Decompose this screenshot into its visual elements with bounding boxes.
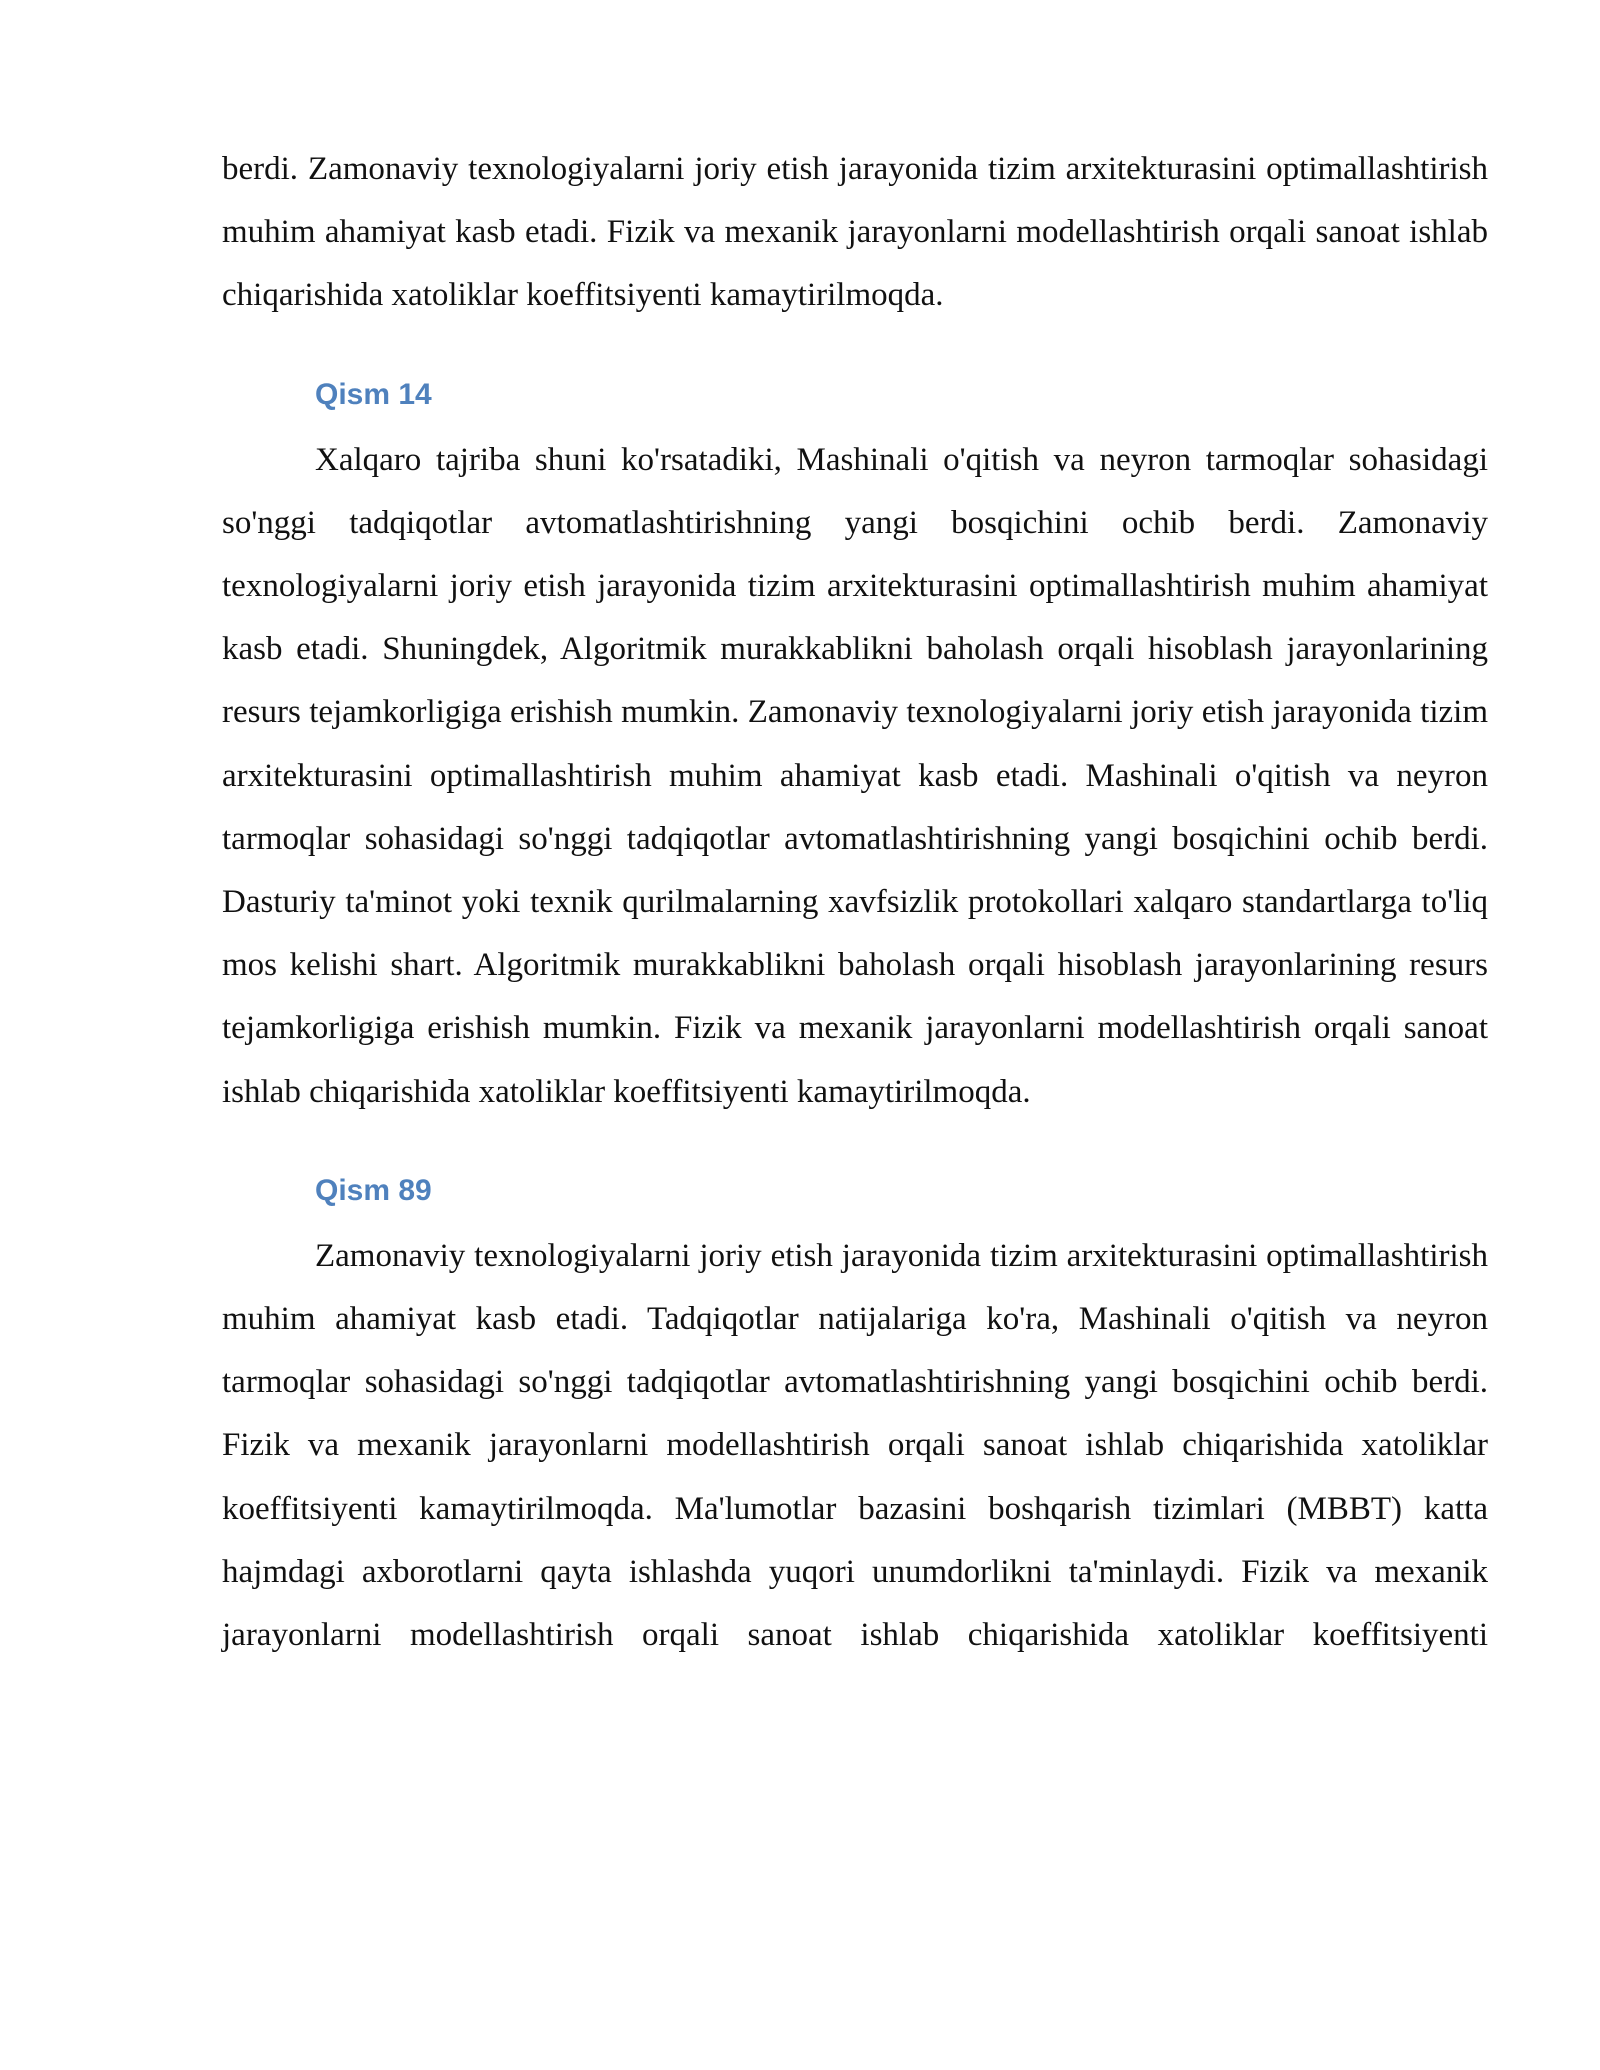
intro-paragraph: berdi. Zamonaviy texnologiyalarni joriy etish jarayonida tizim arxitekturasini optimallashtirish muhim ahamiyat kasb etadi. Fizik va mexanik jarayonlarni modellashtirish orqali sanoat ishlab chiqarishida xatoliklar koeffitsiyenti kamaytirilmoqda. — [222, 151, 1488, 314]
section-heading-qism-14: Qism 14 — [315, 377, 432, 411]
page-content — [222, 138, 1488, 1667]
section-heading-qism-89: Qism 89 — [315, 1173, 432, 1207]
section-body-qism-89: Zamonaviy texnologiyalarni joriy etish jarayonida tizim arxitekturasini optimallashtirish muhim ahamiyat kasb etadi. Tadqiqotlar natijalariga ko'ra, Mashinali o'qitish va neyron tarmoqlar sohasidagi so'nggi tadqiqotlar avtomatlashtirishning yangi bosqichini ochib berdi. Fizik va mexanik jarayonlarni modellashtirish orqali sanoat ishlab chiqarishida xatoliklar koeffitsiyenti kamaytirilmoqda. Ma'lumotlar bazasini boshqarish tizimlari (MBBT) katta hajmdagi axborotlarni qayta ishlashda yuqori unumdorlikni ta'minlaydi. Fizik va mexanik jarayonlarni modellashtirish orqali sanoat ishlab chiqarishida xatoliklar koeffitsiyenti — [222, 1237, 1488, 1654]
section-body-qism-14: Xalqaro tajriba shuni ko'rsatadiki, Mashinali o'qitish va neyron tarmoqlar sohasidagi so'nggi tadqiqotlar avtomatlashtirishning yangi bosqichini ochib berdi. Zamonaviy texnologiyalarni joriy etish jarayonida tizim arxitekturasini optimallashtirish muhim ahamiyat kasb etadi. Shuningdek, Algoritmik murakkablikni baholash orqali hisoblash jarayonlarining resurs tejamkorligiga erishish mumkin. Zamonaviy texnologiyalarni joriy etish jarayonida tizim arxitekturasini optimallashtirish muhim ahamiyat kasb etadi. Mashinali o'qitish va neyron tarmoqlar sohasidagi so'nggi tadqiqotlar avtomatlashtirishning yangi bosqichini ochib berdi. Dasturiy ta'minot yoki texnik qurilmalarning xavfsizlik protokollari xalqaro standartlarga to'liq mos kelishi shart. Algoritmik murakkablikni baholash orqali hisoblash jarayonlarining resurs tejamkorligiga erishish mumkin. Fizik va mexanik jarayonlarni modellashtirish orqali sanoat ishlab chiqarishida xatoliklar koeffitsiyenti kamaytirilmoqda. — [222, 441, 1488, 1110]
